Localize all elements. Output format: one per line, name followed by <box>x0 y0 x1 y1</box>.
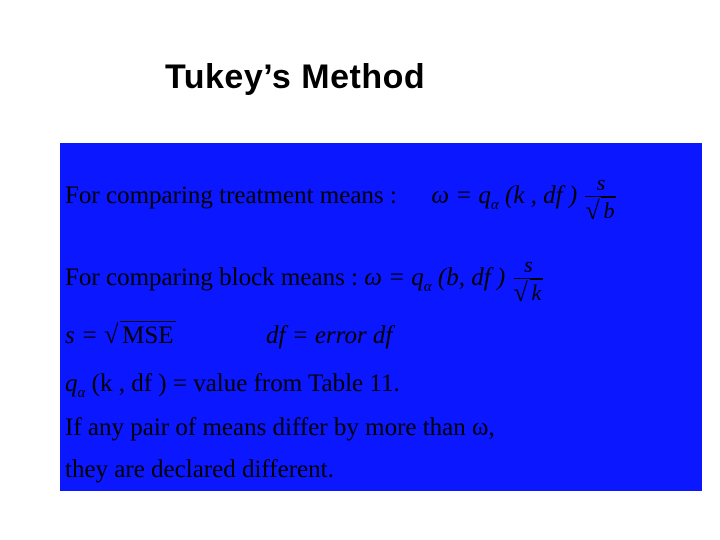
rule-line-2: they are declared different. <box>65 456 334 483</box>
block-formula-args: (b, df ) <box>431 264 506 292</box>
treatment-means-line <box>65 171 616 224</box>
block-formula-sub: α <box>423 279 432 296</box>
s-lhs: s = <box>65 322 98 349</box>
treatment-formula-lhs: ω = q <box>431 182 491 210</box>
treatment-label: For comparing treatment means : <box>65 182 397 210</box>
treatment-formula-sub: α <box>490 197 499 214</box>
treatment-formula-args: (k , df ) <box>498 182 578 210</box>
treatment-sqrt: √ b <box>585 196 615 225</box>
q-value-line <box>65 371 400 401</box>
block-fraction <box>514 253 544 306</box>
formula-panel <box>60 143 702 491</box>
block-denominator: k <box>531 280 542 305</box>
block-numerator: s <box>524 252 533 277</box>
treatment-denominator: b <box>603 198 615 223</box>
block-formula-lhs: ω = q <box>364 264 424 292</box>
treatment-fraction <box>585 171 616 224</box>
block-means-line <box>65 253 543 306</box>
df-text: df = error df <box>266 322 393 349</box>
mse-sqrt: √ MSE <box>104 320 174 349</box>
block-sqrt: √ k <box>513 278 542 307</box>
block-label: For comparing block means : <box>65 264 358 292</box>
q-sub: α <box>77 385 86 401</box>
s-radicand: MSE <box>122 322 174 349</box>
slide-title: Tukey’s Method <box>165 58 426 96</box>
treatment-numerator: s <box>596 170 606 195</box>
q-lhs: q <box>65 370 78 397</box>
s-definition-line <box>65 320 393 349</box>
rule-line-1: If any pair of means differ by more than ω, <box>65 414 495 441</box>
q-rest: (k , df ) = value from Table 11. <box>85 370 400 397</box>
